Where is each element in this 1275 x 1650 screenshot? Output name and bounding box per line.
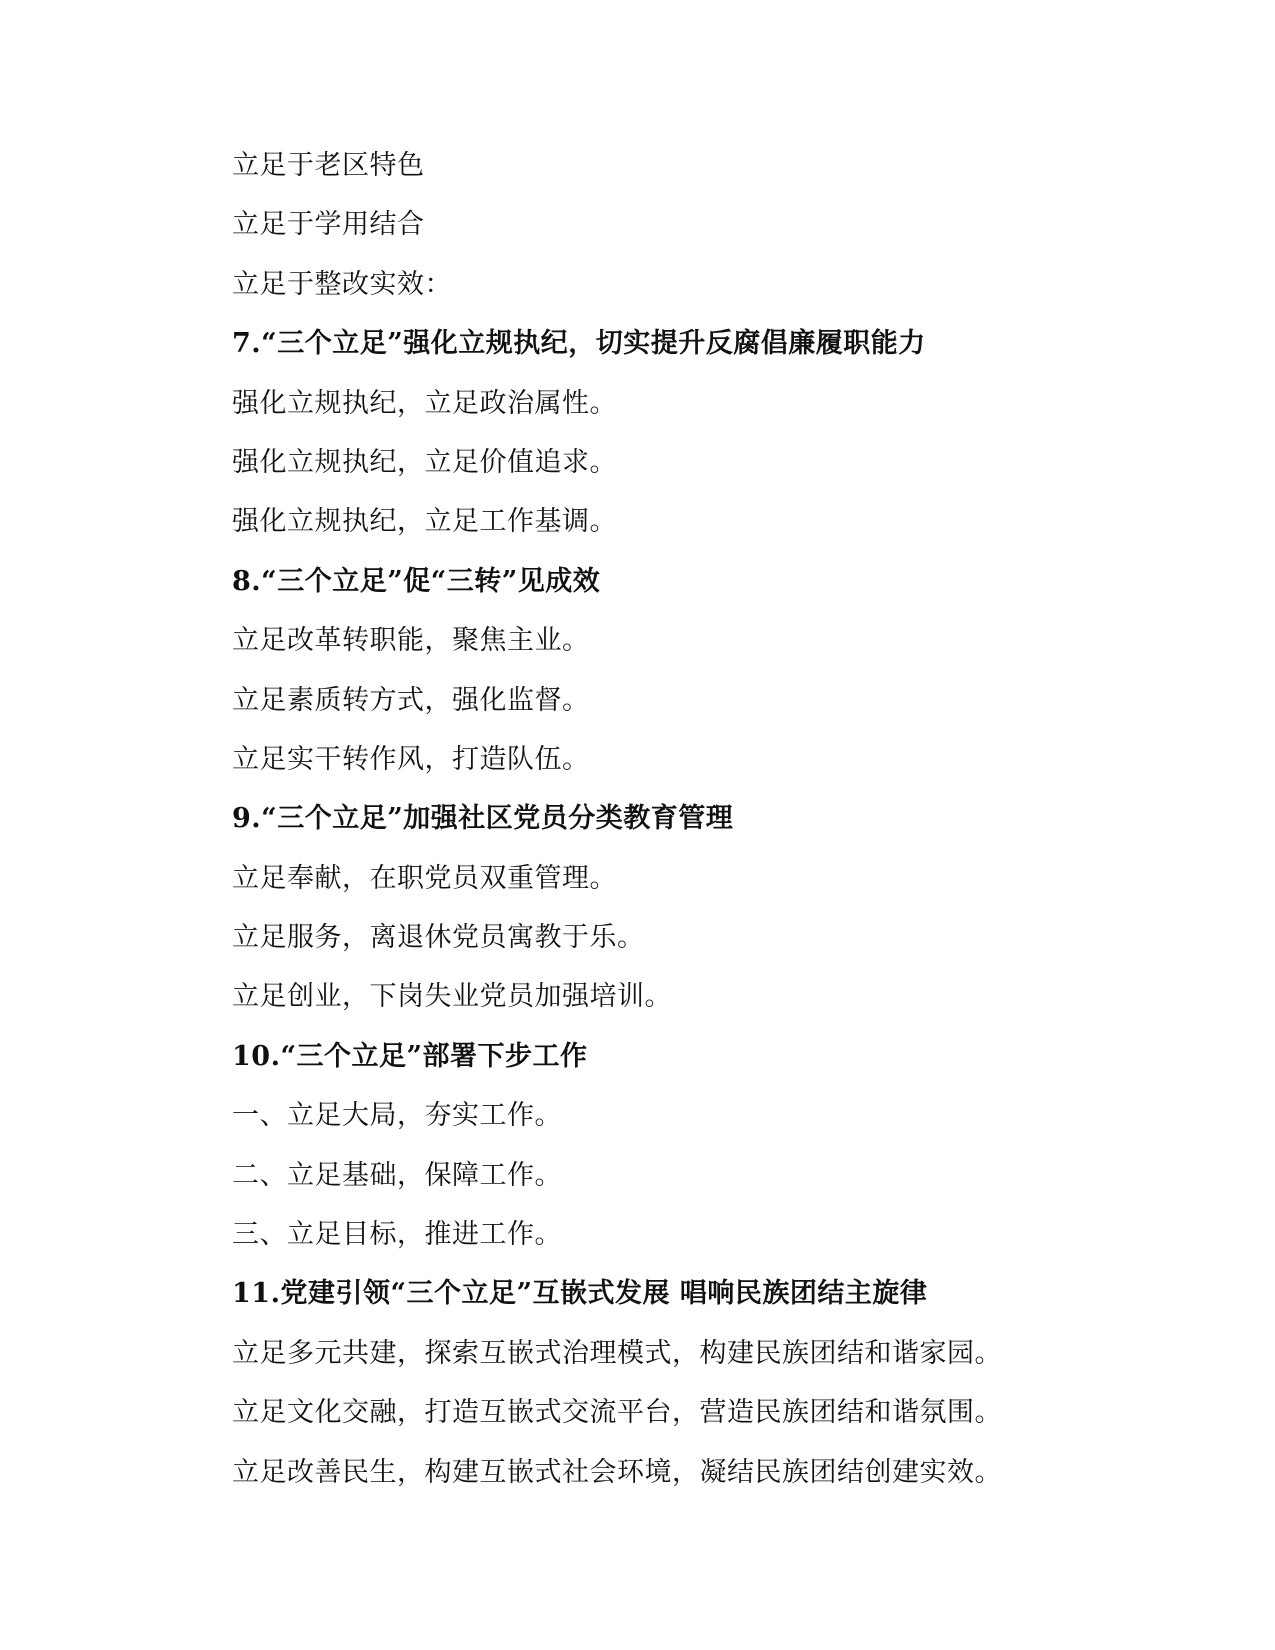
text-line-lz-xueyong: 立足于学用结合: [232, 209, 425, 241]
section-heading-7: 7.“三个立足”强化立规执纪，切实提升反腐倡廉履职能力: [232, 328, 926, 360]
text-line-10-2: 二、立足基础，保障工作。: [232, 1159, 562, 1191]
text-line-11-1: 立足多元共建，探索互嵌式治理模式，构建民族团结和谐家园。: [232, 1337, 1002, 1369]
text-line-9-2: 立足服务，离退休党员寓教于乐。: [232, 922, 645, 954]
text-line-8-2: 立足素质转方式，强化监督。: [232, 684, 590, 716]
text-line-9-1: 立足奉献，在职党员双重管理。: [232, 862, 617, 894]
text-line-8-1: 立足改革转职能，聚焦主业。: [232, 625, 590, 657]
section-heading-11: 11.党建引领“三个立足”互嵌式发展 唱响民族团结主旋律: [232, 1278, 928, 1310]
text-line-11-3: 立足改善民生，构建互嵌式社会环境，凝结民族团结创建实效。: [232, 1456, 1002, 1488]
text-line-7-1: 强化立规执纪，立足政治属性。: [232, 387, 617, 419]
document-body: [232, 142, 1132, 1508]
text-line-lz-zhenggai: 立足于整改实效：: [232, 268, 452, 300]
section-heading-10: 10.“三个立足”部署下步工作: [232, 1040, 588, 1072]
text-line-8-3: 立足实干转作风，打造队伍。: [232, 743, 590, 775]
text-line-9-3: 立足创业，下岗失业党员加强培训。: [232, 981, 672, 1013]
text-line-10-1: 一、立足大局，夯实工作。: [232, 1100, 562, 1132]
text-line-11-2: 立足文化交融，打造互嵌式交流平台，营造民族团结和谐氛围。: [232, 1397, 1002, 1429]
section-heading-8: 8.“三个立足”促“三转”见成效: [232, 565, 601, 597]
section-heading-9: 9.“三个立足”加强社区党员分类教育管理: [232, 803, 734, 835]
text-line-7-2: 强化立规执纪，立足价值追求。: [232, 446, 617, 478]
text-line-10-3: 三、立足目标，推进工作。: [232, 1219, 562, 1251]
text-line-7-3: 强化立规执纪，立足工作基调。: [232, 506, 617, 538]
text-line-lz-laoqu: 立足于老区特色: [232, 150, 425, 181]
